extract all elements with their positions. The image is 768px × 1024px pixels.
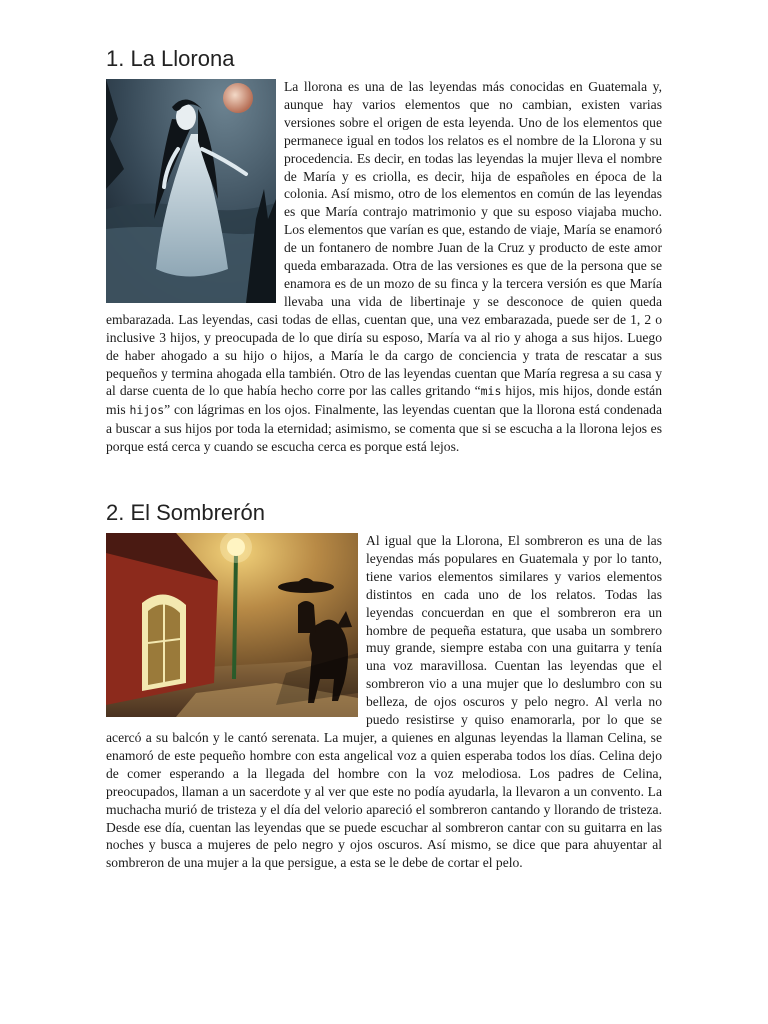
body-text-mono-word: mis xyxy=(480,384,502,399)
llorona-image xyxy=(106,79,276,303)
body-text-part3: ” con lágrimas en los ojos. Finalmente, las leyendas cuentan que la llorona está condenada a buscar a sus hijos por toda la eternidad; asimismo, se comenta que si se escucha a la llorona lejos es porque está cerca y cuando se escucha cerca es porque está lejos. xyxy=(106,402,662,455)
section-body: Al igual que la Llorona, El sombreron es una de las leyendas más populares en Guatemala y por lo tanto, tiene varios elementos similares y varios elementos distintos en cada uno de los relatos. Todas las leyendas concuerdan en que el sombreron era un hombre de pequeña estatura, que usaba un sombrero muy grande, siempre estaba con una guitarra y tenía una voz maravillosa. Cuentan las leyendas que el sombreron vio a una mujer que lo deslumbro con su belleza, de ojos oscuros y pelo negro. Al verla no puedo resistirse y quiso enamorarla, por lo que se acercó a su balcón y le cantó serenata. La mujer, a quienes en algunas leyendas la llaman Celina, se enamoró de este pequeño hombre con esta angelical voz a quien esperaba todos los días. Celina dejo de comer esperando a la llegada del hombre con la voz melodiosa. Los padres de Celina, preocupados, llaman a un sacerdote y al ver que este no podía ayudarla, la llevaron a un convento. La muchacha murió de tristeza y el día del velorio apareció el sombreron cantando y llorando de tristeza. Desde ese día, cuentan las leyendas que se puede escuchar al sombreron cantar con su guitarra en las noches y busca a mujeres de pelo negro y ojos oscuros. Así mismo, se dice que para ahuyentar al sombreron de una mujer a la que persigue, a esta se le debe de cortar el pelo. xyxy=(106,533,662,871)
section-el-sombreron xyxy=(106,500,662,872)
section-title: 1. La Llorona xyxy=(106,46,235,71)
section-la-llorona xyxy=(106,46,662,456)
sombreron-image xyxy=(106,533,358,717)
body-text-part1: La llorona es una de las leyendas más conocidas en Guatemala y, aunque hay varios elementos que no cambian, existen varias versiones sobre el origen de esta leyenda. Uno de los elementos que permanece igual en todos los relatos es el nombre de la Llorona y su procedencia. Es decir, en todas las leyendas la mujer lleva el nombre de María y es criolla, es decir, hija de españoles en época de la colonia. Así mismo, otro de los elementos en común de las leyendas es que María contrajo matrimonio y que su esposo viajaba mucho. Los elementos que varían es que, estando de viaje, María se enamoró de un fontanero de nombre Juan de la Cruz y producto de este amor queda embarazada. Otra de las versiones es que de la persona que se enamora es de un mozo de su finca y la tercera versión es que María llevaba una vida de libertinaje y se desconoce de quien queda embarazada. Las leyendas, casi todas de ellas, cuentan que, una vez embarazada, puede ser de 1, 2 o inclusive 3 hijos, y preocupada de lo que diría su esposo, María va al rio y ahoga a sus hijos. Luego de haber ahogado a su hijo o hijos, a María le da cargo de conciencia y trata de rescatar a sus pequeños y termina ahogada ella también. Otro de las leyendas cuentan que María regresa a su casa y al darse cuenta de lo que había hecho corre por las calles gritando “ xyxy=(106,79,662,399)
body-text-part2: hijos, mis hijos, donde están mis xyxy=(106,383,662,418)
section-title: 2. El Sombrerón xyxy=(106,500,265,525)
body-text-mono-word: hijos xyxy=(129,403,165,418)
